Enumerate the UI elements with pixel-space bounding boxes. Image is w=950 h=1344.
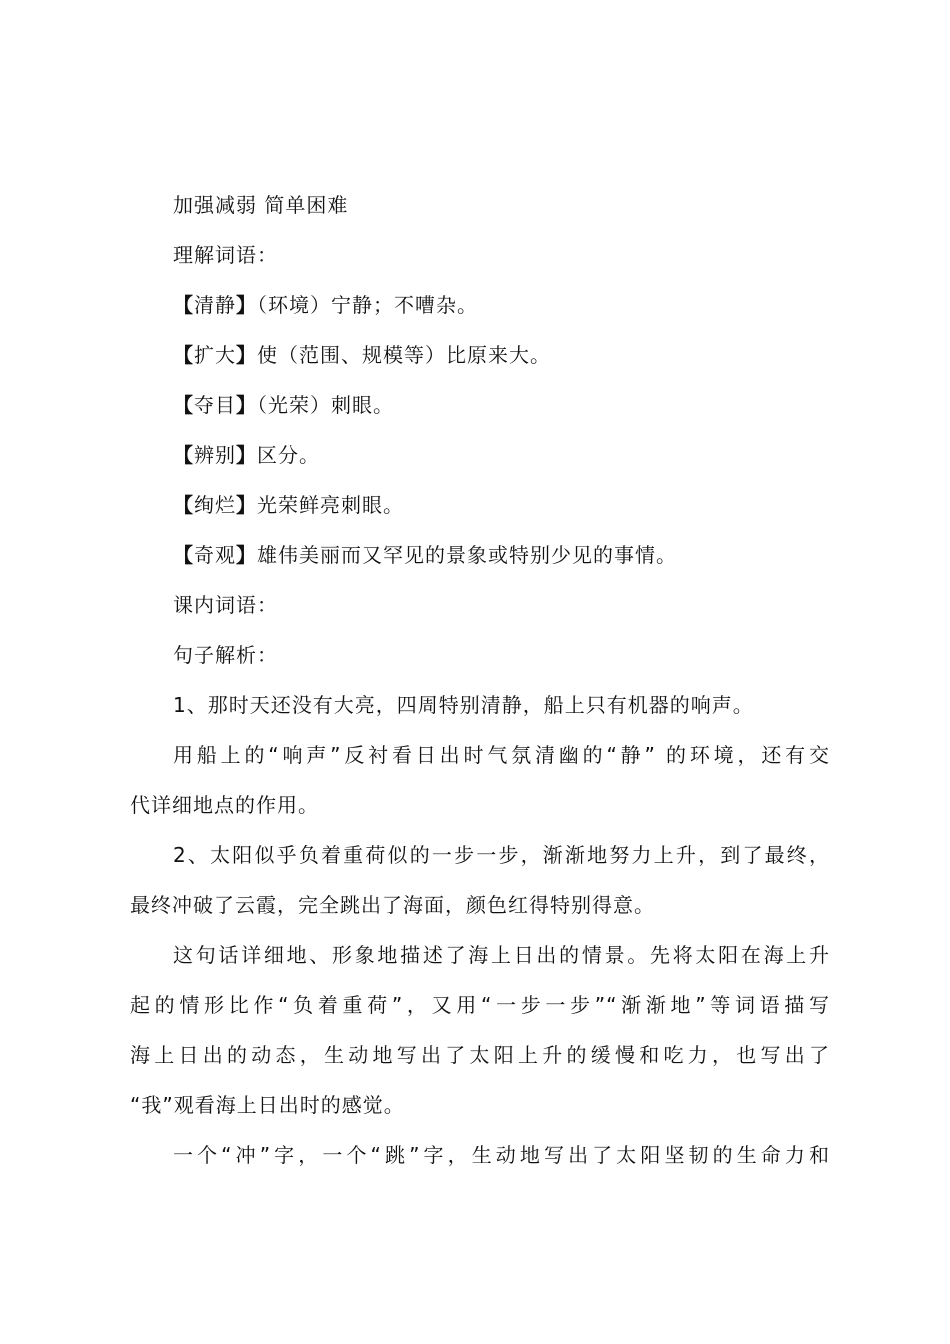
heading-sentence-analysis: 句子解析： <box>173 643 278 667</box>
term-definition: （环境）宁静；不嘈杂。 <box>257 293 478 317</box>
heading-in-class-words: 课内词语： <box>173 593 278 617</box>
definition-entry <box>173 493 873 517</box>
bracket-close: 】 <box>236 493 257 517</box>
term-word: 绚烂 <box>194 493 236 517</box>
term-word: 奇观 <box>194 543 236 567</box>
bracket-close: 】 <box>236 293 257 317</box>
analysis-2-line-4: “我”观看海上日出时的感觉。 <box>130 1093 405 1117</box>
bracket-close: 】 <box>236 393 257 417</box>
definition-entry <box>173 543 873 567</box>
analysis-2-line-1: 这句话详细地、形象地描述了海上日出的情景。先将太阳在海上升 <box>173 943 830 967</box>
text-line-antonyms: 加强减弱 简单困难 <box>173 193 349 217</box>
bracket-close: 】 <box>236 343 257 367</box>
sentence-2-line-2: 最终冲破了云霞，完全跳出了海面，颜色红得特别得意。 <box>130 893 655 917</box>
sentence-1: 1、那时天还没有大亮，四周特别清静，船上只有机器的响声。 <box>173 693 754 717</box>
sentence-2-line-1: 2、太阳似乎负着重荷似的一步一步，渐渐地努力上升，到了最终， <box>173 843 830 867</box>
analysis-1-line-1: 用船上的“响声”反衬看日出时气氛清幽的“静” 的环境，还有交 <box>173 743 830 767</box>
definition-entry <box>173 443 873 467</box>
bracket-open: 【 <box>173 393 194 417</box>
bracket-close: 】 <box>236 443 257 467</box>
term-word: 辨别 <box>194 443 236 467</box>
term-definition: 雄伟美丽而又罕见的景象或特别少见的事情。 <box>257 543 677 567</box>
analysis-2-line-3: 海上日出的动态，生动地写出了太阳上升的缓慢和吃力，也写出了 <box>130 1043 830 1067</box>
heading-understand-words: 理解词语： <box>173 243 278 267</box>
bracket-close: 】 <box>236 543 257 567</box>
bracket-open: 【 <box>173 493 194 517</box>
definition-entry <box>173 343 873 367</box>
analysis-3-line-1: 一个“冲”字，一个“跳”字，生动地写出了太阳坚韧的生命力和 <box>173 1143 830 1167</box>
definition-entry <box>173 293 873 317</box>
bracket-open: 【 <box>173 343 194 367</box>
term-word: 扩大 <box>194 343 236 367</box>
analysis-2-line-2: 起的情形比作“负着重荷”，又用“一步一步”“渐渐地”等词语描写 <box>130 993 830 1017</box>
term-word: 夺目 <box>194 393 236 417</box>
term-definition: 使（范围、规模等）比原来大。 <box>257 343 551 367</box>
bracket-open: 【 <box>173 443 194 467</box>
definition-entry <box>173 393 873 417</box>
bracket-open: 【 <box>173 293 194 317</box>
analysis-1-line-2: 代详细地点的作用。 <box>130 793 319 817</box>
bracket-open: 【 <box>173 543 194 567</box>
term-definition: 区分。 <box>257 443 320 467</box>
term-word: 清静 <box>194 293 236 317</box>
term-definition: （光荣）刺眼。 <box>257 393 394 417</box>
term-definition: 光荣鲜亮刺眼。 <box>257 493 404 517</box>
